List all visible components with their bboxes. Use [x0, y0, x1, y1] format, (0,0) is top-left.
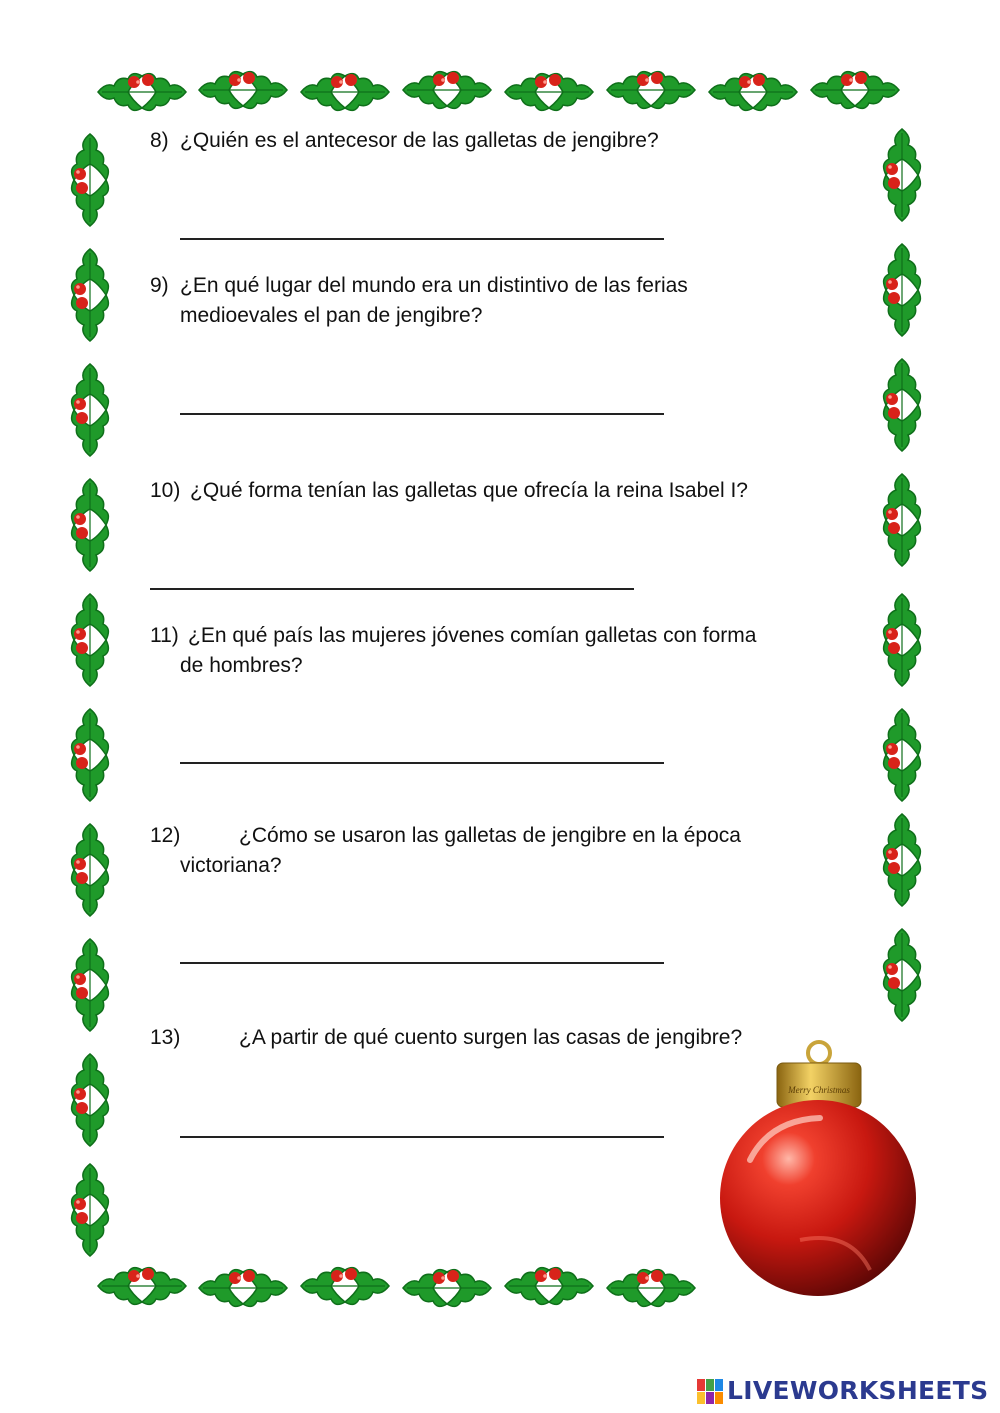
question-number: 8)	[150, 129, 169, 152]
question-number: 9)	[150, 274, 169, 297]
question-text: medioevales el pan de jengibre?	[180, 304, 483, 327]
answer-line-10[interactable]	[150, 588, 634, 590]
question-text: victoriana?	[180, 854, 282, 877]
question-text: de hombres?	[180, 654, 303, 677]
answer-line-11[interactable]	[180, 762, 664, 764]
liveworksheets-logo[interactable]	[697, 1378, 993, 1406]
answer-line-8[interactable]	[180, 238, 664, 240]
question-number: 13)	[150, 1026, 181, 1049]
question-number: 11)	[150, 624, 179, 647]
question-text: ¿En qué país las mujeres jóvenes comían galletas con forma	[188, 624, 757, 647]
liveworksheets-icon	[697, 1379, 723, 1405]
question-number: 12)	[150, 824, 181, 847]
answer-line-13[interactable]	[180, 1136, 664, 1138]
question-text: ¿Qué forma tenían las galletas que ofrecía la reina Isabel I?	[190, 479, 748, 502]
question-text: ¿En qué lugar del mundo era un distintivo de las ferias	[180, 274, 688, 297]
answer-line-12[interactable]	[180, 962, 664, 964]
question-text: ¿A partir de qué cuento surgen las casas de jengibre?	[239, 1026, 743, 1049]
question-text: ¿Quién es el antecesor de las galletas de jengibre?	[180, 129, 659, 152]
question-text: ¿Cómo se usaron las galletas de jengibre en la época	[239, 824, 741, 847]
answer-line-9[interactable]	[180, 413, 664, 415]
brand-name: LIVEWORKSHEETS	[727, 1376, 989, 1405]
ornament-label: Merry Christmas	[788, 1085, 850, 1095]
question-number: 10)	[150, 479, 181, 502]
christmas-ornament	[720, 1042, 916, 1296]
